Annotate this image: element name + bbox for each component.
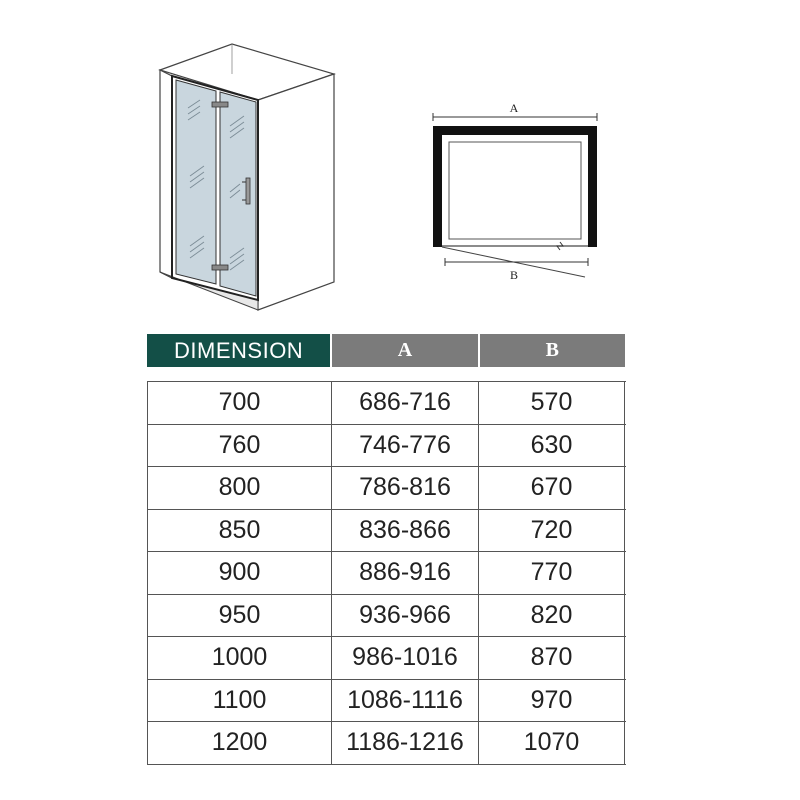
cell-a: 886-916	[332, 552, 479, 594]
cell-dimension: 950	[148, 595, 332, 637]
hinge-marker	[557, 242, 563, 250]
cell-a: 786-816	[332, 467, 479, 509]
cell-b: 720	[479, 510, 625, 552]
plan-walls	[433, 126, 597, 247]
plan-view-diagram	[0, 0, 800, 330]
cell-b: 820	[479, 595, 625, 637]
cell-a: 1086-1116	[332, 680, 479, 722]
cell-b: 630	[479, 425, 625, 467]
cell-a: 1186-1216	[332, 722, 479, 764]
cell-b: 770	[479, 552, 625, 594]
table-row	[148, 680, 626, 723]
dimension-label-a: A	[509, 101, 519, 115]
header-a: A	[330, 334, 477, 367]
shower-tray-outline	[449, 142, 581, 239]
cell-dimension: 1100	[148, 680, 332, 722]
cell-dimension: 900	[148, 552, 332, 594]
cell-b: 670	[479, 467, 625, 509]
cell-dimension: 800	[148, 467, 332, 509]
dimension-table-header	[147, 334, 625, 367]
table-row	[148, 552, 626, 595]
header-b: B	[478, 334, 625, 367]
cell-b: 970	[479, 680, 625, 722]
cell-a: 986-1016	[332, 637, 479, 679]
cell-dimension: 760	[148, 425, 332, 467]
table-row	[148, 637, 626, 680]
table-row	[148, 382, 626, 425]
header-dimension: DIMENSION	[147, 334, 330, 367]
cell-dimension: 700	[148, 382, 332, 424]
cell-dimension: 1200	[148, 722, 332, 764]
cell-a: 936-966	[332, 595, 479, 637]
cell-a: 746-776	[332, 425, 479, 467]
cell-a: 686-716	[332, 382, 479, 424]
cell-dimension: 850	[148, 510, 332, 552]
table-row	[148, 425, 626, 468]
dimension-table	[147, 381, 626, 765]
table-row	[148, 467, 626, 510]
table-row	[148, 510, 626, 553]
cell-b: 570	[479, 382, 625, 424]
dimension-label-b: B	[509, 268, 519, 282]
table-row	[148, 722, 626, 765]
cell-a: 836-866	[332, 510, 479, 552]
table-row	[148, 595, 626, 638]
cell-b: 870	[479, 637, 625, 679]
cell-dimension: 1000	[148, 637, 332, 679]
cell-b: 1070	[479, 722, 625, 764]
